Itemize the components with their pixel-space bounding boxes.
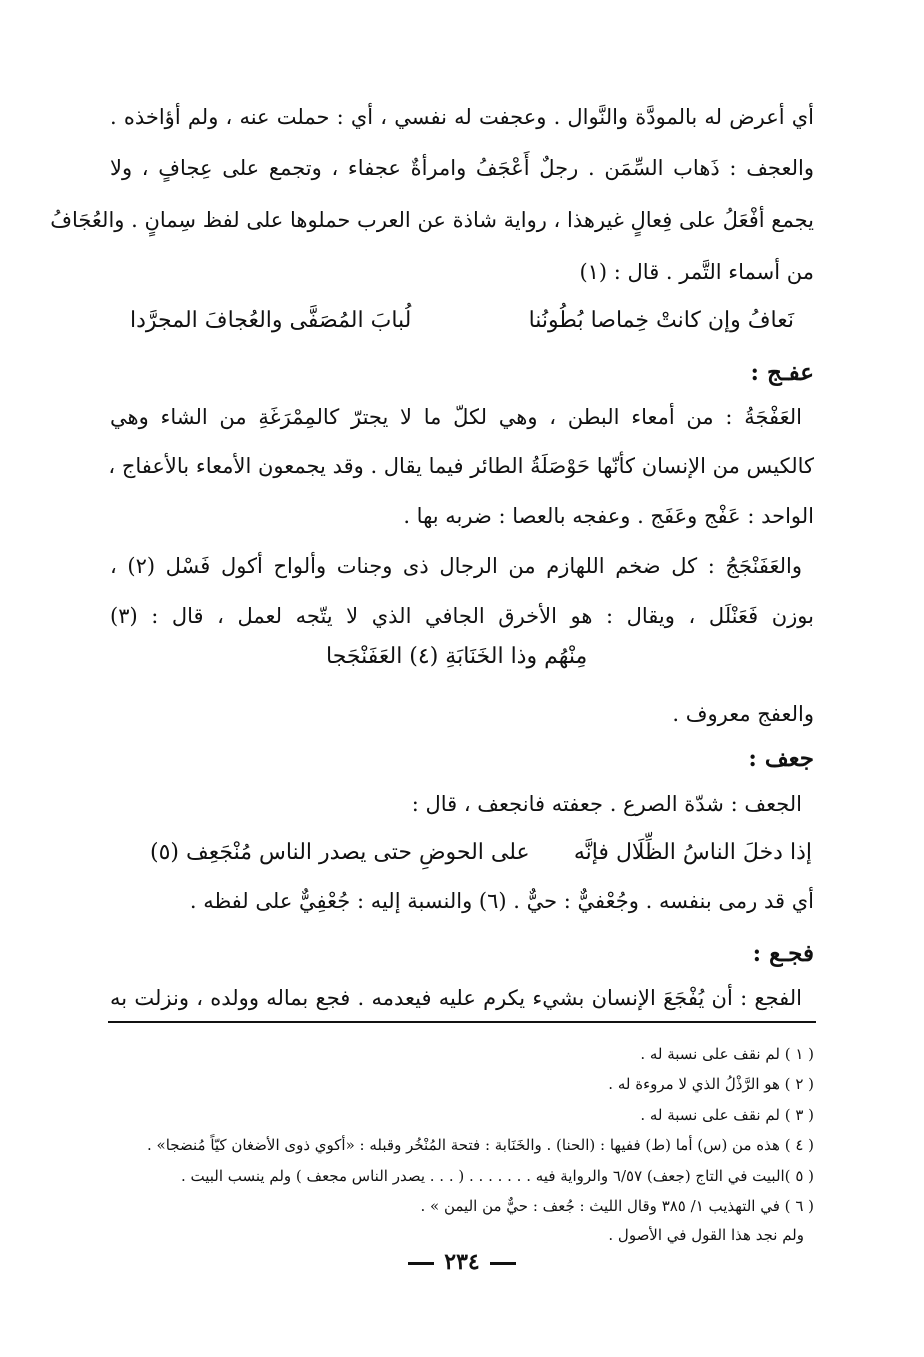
page-number-dash-left	[408, 1262, 434, 1265]
entry-heading-afj: عفـج :	[750, 359, 814, 386]
body-line: يجمع أفْعَلُ على فِعالٍ غيرهذا ، رواية شاذة عن العرب حملوها على لفظ سِمانٍ . والعُجَافُ	[50, 208, 814, 232]
body-line: أي أعرض له بالمودَّة والنَّوال . وعجفت له نفسي ، أي : حملت عنه ، ولم أؤاخذه .	[110, 105, 815, 129]
body-line: العَفْجَةُ : من أمعاء البطن ، وهي لكلّ ما لا يجترّ كالمِمْرَغَةِ من الشاء وهي	[110, 405, 802, 429]
footnote: ( ١ ) لم نقف على نسبة له .	[640, 1045, 814, 1063]
footnote: ( ٦ ) في التهذيب ١/ ٣٨٥ وقال الليث : جُعف : حيٌّ من اليمن » .	[420, 1197, 814, 1215]
footnote-divider	[108, 1021, 816, 1023]
body-line: كالكيس من الإنسان كأنّها حَوْصَلَةُ الطائر فيما يقال . وقد يجمعون الأمعاء بالأعفاج ،	[108, 454, 814, 478]
body-line: الواحد : عَفْج وعَفَج . وعفجه بالعصا : ضربه بها .	[403, 504, 814, 528]
body-line: والعَفَنْجَجُ : كل ضخم اللهازم من الرجال ذى وجنات وألواح أكول فَسْل (٢) ،	[110, 554, 802, 578]
page-number-dash-right	[490, 1262, 516, 1265]
verse-3-second-hemistich: على الحوضِ حتى يصدر الناس مُنْجَعِف (٥)	[150, 840, 530, 865]
verse-2: مِنْهُم وذا الخَنَابَةِ (٤) العَفَنْجَجا	[326, 644, 588, 669]
body-line: من أسماء التَّمر . قال : (١)	[579, 260, 814, 284]
entry-heading-fja: فجـع :	[752, 940, 814, 967]
footnote: ( ٣ ) لم نقف على نسبة له .	[640, 1106, 814, 1124]
page-number	[0, 1246, 924, 1278]
verse-1-second-hemistich: لُبابَ المُصَفَّى والعُجافَ المجرَّدا	[130, 308, 412, 333]
body-line: أي قد رمى بنفسه . وجُعْفيٌّ : حيٌّ . (٦) والنسبة إليه : جُعْفِيٌّ على لفظه .	[189, 889, 814, 913]
footnote: ولم نجد هذا القول في الأصول .	[608, 1226, 804, 1244]
body-line: والعفج معروف .	[672, 702, 814, 726]
body-line: والعجف : ذَهاب السِّمَن . رجلٌ أَعْجَفُ وامرأةٌ عجفاء ، وتجمع على عِجافٍ ، ولا	[110, 156, 814, 180]
verse-1	[130, 304, 794, 338]
footnote: ( ٥ )البيت في التاج (جعف) ٦/٥٧ والرواية فيه . . . . . . . ( . . . يصدر الناس مجعف ) ولم ينسب البيت .	[180, 1167, 814, 1185]
verse-3	[150, 836, 812, 870]
entry-heading-jaf: جعف :	[748, 745, 814, 772]
body-line: الفجع : أن يُفْجَعَ الإنسان بشيء يكرم عليه فيعدمه . فجع بماله وولده ، ونزلت به	[110, 986, 802, 1010]
verse-1-first-hemistich: نَعافُ وإن كانتْ خِماصا بُطُونُنا	[528, 308, 794, 333]
footnote: ( ٤ ) هذه من (س) أما (ط) ففيها : (الحنا) . والخَنَابة : فتحة المُنْخُر وقبله : «أكوي ذوى الأضغان كيّاً مُنضجا» .	[147, 1136, 814, 1154]
verse-3-first-hemistich: إذا دخلَ الناسُ الظِّلَال فإنَّه	[573, 840, 812, 865]
body-line: الجعف : شدّة الصرع . جعفته فانجعف ، قال :	[411, 792, 802, 816]
body-line: بوزن فَعَنْلَل ، ويقال : هو الأخرق الجافي الذي لا يتّجه لعمل ، قال : (٣)	[110, 604, 814, 628]
footnote: ( ٢ ) هو الرَّذْلُ الذي لا مروءة له .	[608, 1075, 814, 1093]
page-number-value: ٢٣٤	[444, 1249, 480, 1275]
